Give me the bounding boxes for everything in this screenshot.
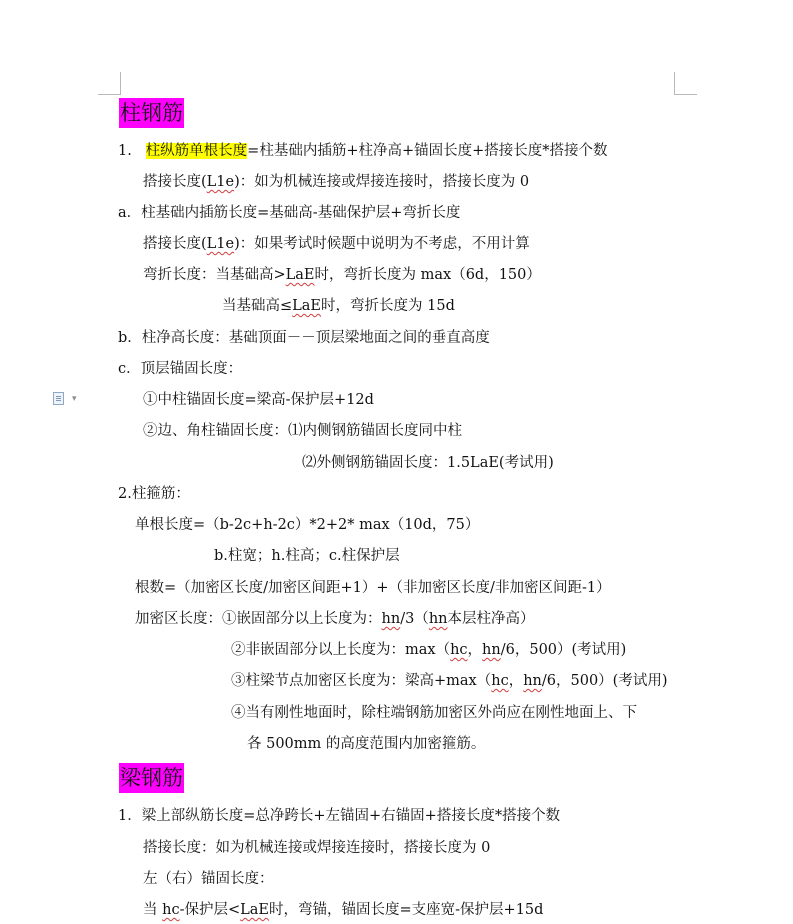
col-line-5 xyxy=(143,265,541,285)
text-seg: /6，500）(考试用) xyxy=(500,642,627,658)
beam-line-2: 搭接长度：如为机械连接或焊接连接时，搭接长度为 0 xyxy=(143,840,491,856)
beam-line-4 xyxy=(143,900,543,920)
col-line-18 xyxy=(231,671,668,691)
paragraph-doc-icon[interactable] xyxy=(53,392,64,405)
text-seg: )：如果考试时候题中说明为不考虑，不用计算 xyxy=(234,236,530,252)
text-seg: 本层柱净高） xyxy=(447,611,535,627)
chevron-down-icon[interactable]: ▾ xyxy=(72,394,77,404)
heading-text: 梁钢筋 xyxy=(120,766,183,790)
heading-text: 柱钢筋 xyxy=(120,101,183,125)
text-seg: 时，弯折长度为 max（6d，150） xyxy=(314,267,541,283)
text-seg: ， xyxy=(508,673,524,689)
spellcheck-word: hn xyxy=(482,642,501,658)
highlighted-term: 柱纵筋单根长度 xyxy=(145,143,248,159)
text-seg: 时，弯折长度为 15d xyxy=(321,298,455,314)
col-line-11: ⑵外侧钢筋锚固长度：1.5LaE(考试用) xyxy=(302,455,554,471)
spellcheck-word: L1e xyxy=(206,174,235,190)
text-seg: 搭接长度( xyxy=(143,236,207,252)
col-line-13: 单根长度=（b-2c+h-2c）*2+2* max（10d，75） xyxy=(135,517,480,533)
col-line-4 xyxy=(143,234,530,254)
text-seg: ②非嵌固部分以上长度为：max（ xyxy=(231,642,451,658)
col-line-10: ②边、角柱锚固长度：⑴内侧钢筋锚固长度同中柱 xyxy=(143,423,462,439)
text-seg: ， xyxy=(467,642,483,658)
col-line-19: ④当有刚性地面时，除柱端钢筋加密区外尚应在刚性地面上、下 xyxy=(231,705,637,721)
text-seg: )：如为机械连接或焊接连接时，搭接长度为 0 xyxy=(234,174,530,190)
spellcheck-word: hn xyxy=(428,611,448,627)
spellcheck-word: LaE xyxy=(285,267,315,283)
text-seg: 弯折长度：当基础高> xyxy=(143,267,286,283)
text-seg: -保护层< xyxy=(179,902,241,918)
text-seg: 当基础高≤ xyxy=(222,298,293,314)
heading-beam-rebar xyxy=(119,763,184,793)
spellcheck-word: hc xyxy=(162,902,180,918)
heading-column-rebar xyxy=(119,98,184,128)
col-line-17 xyxy=(231,640,626,660)
col-line-3: a．柱基础内插筋长度=基础高-基础保护层+弯折长度 xyxy=(118,205,461,221)
list-number: 1. xyxy=(118,143,132,159)
col-line-20: 各 500mm 的高度范围内加密箍筋。 xyxy=(247,736,486,752)
text-seg: 搭接长度( xyxy=(143,174,207,190)
text-seg: /3（ xyxy=(400,611,429,627)
beam-line-3: 左（右）锚固长度： xyxy=(143,871,274,887)
text-seg: 加密区长度：①嵌固部分以上长度为： xyxy=(135,611,382,627)
col-line-2 xyxy=(143,172,529,192)
page-corner-mark-right xyxy=(674,72,697,95)
spellcheck-word: hc xyxy=(491,673,509,689)
formula-text: =柱基础内插筋+柱净高+锚固长度+搭接长度*搭接个数 xyxy=(247,143,608,159)
col-line-14: b.柱宽；h.柱高；c.柱保护层 xyxy=(214,548,400,564)
beam-line-1: 1．梁上部纵筋长度=总净跨长+左锚固+右锚固+搭接长度*搭接个数 xyxy=(118,808,561,824)
spellcheck-word: LaE xyxy=(240,902,269,918)
spellcheck-word: LaE xyxy=(292,298,322,314)
spellcheck-word: hc xyxy=(450,642,468,658)
col-line-12: 2.柱箍筋： xyxy=(118,486,190,502)
col-line-7: b．柱净高长度：基础顶面－－顶层梁地面之间的垂直高度 xyxy=(118,330,490,346)
col-line-1 xyxy=(118,141,608,161)
col-line-8: c．顶层锚固长度： xyxy=(118,361,243,377)
spellcheck-word: hn xyxy=(381,611,401,627)
text-seg: /6，500）(考试用) xyxy=(541,673,668,689)
text-seg: 当 xyxy=(143,902,163,918)
spellcheck-word: L1e xyxy=(206,236,235,252)
text-seg: ③柱梁节点加密区长度为：梁高+max（ xyxy=(231,673,492,689)
col-line-16 xyxy=(135,609,535,629)
col-line-6 xyxy=(222,296,455,316)
col-line-9: ①中柱锚固长度=梁高-保护层+12d xyxy=(143,392,374,408)
page-corner-mark-left xyxy=(98,72,121,95)
col-line-15: 根数=（加密区长度/加密区间距+1）+（非加密区长度/非加密区间距-1） xyxy=(135,580,611,596)
spellcheck-word: hn xyxy=(523,673,542,689)
text-seg: 时，弯锚，锚固长度=支座宽-保护层+15d xyxy=(269,902,544,918)
